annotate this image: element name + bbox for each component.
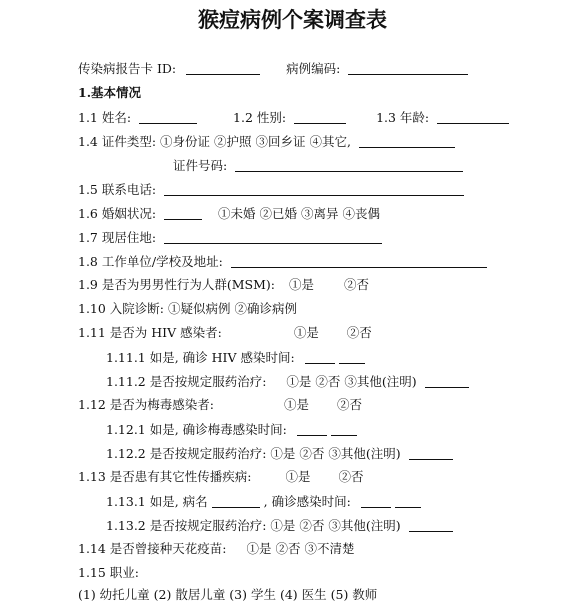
row-other-std-detail [106,495,421,509]
hiv-month-field[interactable] [339,351,365,364]
row-msm [78,279,369,292]
marital-label: 1.6 婚姻状况: [78,206,157,221]
row-hiv [78,327,372,340]
other-std-name-label: 1.13.1 如是, 病名 [106,494,208,509]
residence-label: 1.7 现居住地: [78,230,157,245]
row-marital [78,207,380,221]
hiv-treatment-options[interactable]: ①是 ②否 ③其他(注明) [286,374,417,389]
other-std-option-yes[interactable]: ①是 [285,469,311,484]
workplace-label: 1.8 工作单位/学校及地址: [78,254,223,269]
syphilis-treatment-other-field[interactable] [409,447,453,460]
case-no-field[interactable] [348,62,468,75]
row-syphilis-time [106,423,357,437]
marital-field[interactable] [164,207,202,220]
other-std-option-no[interactable]: ②否 [338,469,364,484]
other-std-time-label: , 确诊感染时间: [263,494,351,509]
hiv-option-yes[interactable]: ①是 [293,325,319,340]
section-basic-info-heading: 1.基本情况 [78,85,142,100]
row-admission-diagnosis[interactable]: 1.10 入院诊断: ①疑似病例 ②确诊病例 [78,301,297,316]
hiv-year-field[interactable] [305,351,335,364]
other-std-name-field[interactable] [212,495,260,508]
phone-label: 1.5 联系电话: [78,182,157,197]
header-line [78,62,468,76]
row-id-number [173,159,463,173]
syphilis-year-field[interactable] [297,423,327,436]
smallpox-vaccine-label: 1.14 是否曾接种天花疫苗: [78,541,227,556]
syphilis-time-label: 1.12.1 如是, 确诊梅毒感染时间: [106,422,287,437]
other-std-label: 1.13 是否患有其它性传播疾病: [78,469,252,484]
row-syphilis [78,399,362,412]
msm-label: 1.9 是否为男男性行为人群(MSM): [78,277,275,292]
sex-field[interactable] [294,111,346,124]
id-number-field[interactable] [235,159,463,172]
hiv-label: 1.11 是否为 HIV 感染者: [78,325,222,340]
sex-label: 1.2 性别: [233,110,287,125]
row-hiv-treatment [106,375,469,389]
name-field[interactable] [139,111,197,124]
msm-option-yes[interactable]: ①是 [288,277,314,292]
smallpox-vaccine-options[interactable]: ①是 ②否 ③不清楚 [246,541,355,556]
row-residence [78,231,382,245]
row-other-std-treatment [106,519,453,533]
row-hiv-time [106,351,365,365]
occupation-options[interactable]: (1) 幼托儿童 (2) 散居儿童 (3) 学生 (4) 医生 (5) 教师 [78,587,378,602]
other-std-month-field[interactable] [395,495,421,508]
row-smallpox-vaccine [78,543,354,556]
phone-field[interactable] [164,183,464,196]
hiv-treatment-other-field[interactable] [425,375,469,388]
syphilis-label: 1.12 是否为梅毒感染者: [78,397,215,412]
hiv-option-no[interactable]: ②否 [346,325,372,340]
card-id-field[interactable] [186,62,260,75]
id-number-label: 证件号码: [173,158,228,173]
row-occupation: 1.15 职业: [78,565,140,580]
workplace-field[interactable] [231,255,487,268]
card-id-label: 传染病报告卡 ID: [78,61,177,76]
hiv-time-label: 1.11.1 如是, 确诊 HIV 感染时间: [106,350,295,365]
age-label: 1.3 年龄: [376,110,430,125]
residence-field[interactable] [164,231,382,244]
form-title: 猴痘病例个案调查表 [198,8,387,32]
msm-option-no[interactable]: ②否 [343,277,369,292]
row-workplace [78,255,487,269]
syphilis-option-yes[interactable]: ①是 [284,397,310,412]
syphilis-treatment-label[interactable]: 1.12.2 是否按规定服药治疗: ①是 ②否 ③其他(注明) [106,446,401,461]
other-std-treatment-label[interactable]: 1.13.2 是否按规定服药治疗: ①是 ②否 ③其他(注明) [106,518,401,533]
row-syphilis-treatment [106,447,453,461]
row-other-std [78,471,364,484]
marital-options[interactable]: ①未婚 ②已婚 ③离异 ④丧偶 [218,206,380,221]
id-type-label: 1.4 证件类型: ①身份证 ②护照 ③回乡证 ④其它, [78,134,351,149]
age-field[interactable] [437,111,509,124]
other-std-year-field[interactable] [361,495,391,508]
syphilis-month-field[interactable] [331,423,357,436]
case-no-label: 病例编码: [286,61,341,76]
row-phone [78,183,464,197]
row-name-sex-age [78,111,509,125]
syphilis-option-no[interactable]: ②否 [336,397,362,412]
other-std-treatment-other-field[interactable] [409,519,453,532]
id-type-other-field[interactable] [359,135,455,148]
name-label: 1.1 姓名: [78,110,132,125]
hiv-treatment-label: 1.11.2 是否按规定服药治疗: [106,374,267,389]
row-id-type [78,135,455,149]
